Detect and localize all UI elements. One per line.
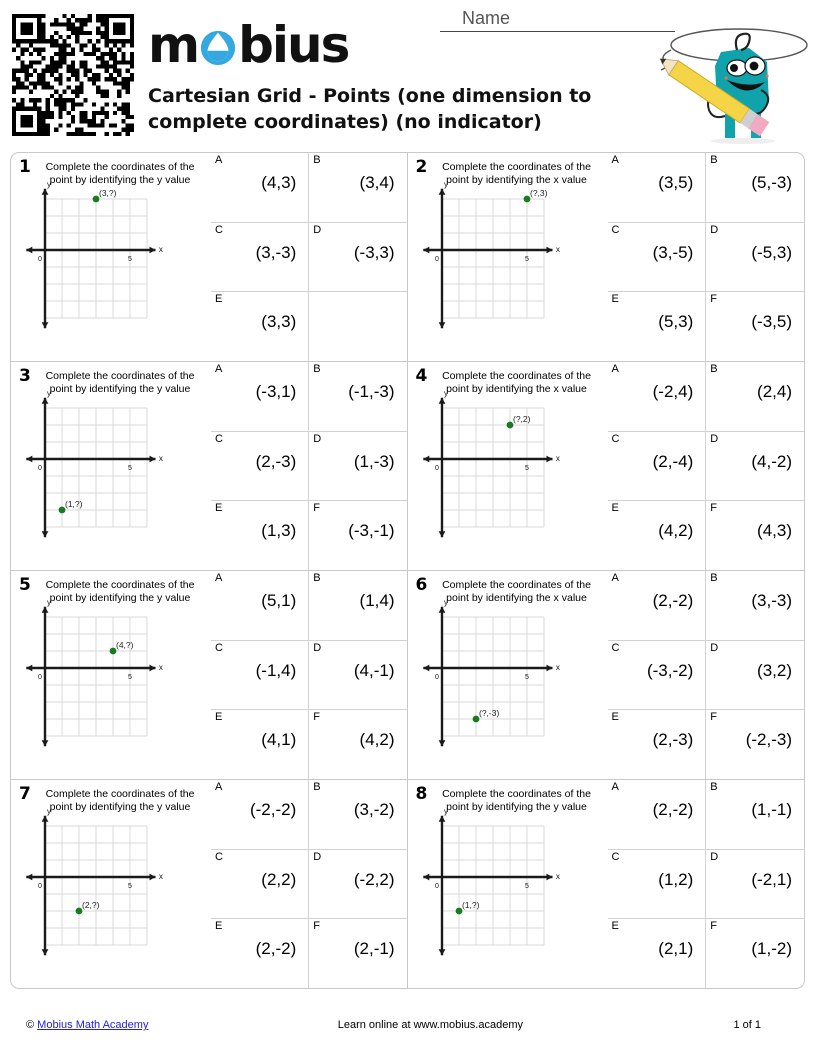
option-letter: B bbox=[710, 154, 718, 166]
svg-text:0: 0 bbox=[38, 464, 42, 472]
option-letter: A bbox=[215, 781, 223, 793]
qr-code-icon bbox=[12, 14, 134, 136]
logo-text-part1: m bbox=[148, 16, 199, 74]
option-letter: B bbox=[313, 154, 321, 166]
question-number: 6 bbox=[415, 575, 428, 595]
option-cell[interactable] bbox=[608, 571, 707, 640]
option-cell[interactable] bbox=[608, 292, 707, 361]
question-row bbox=[11, 571, 804, 780]
option-cell[interactable] bbox=[309, 362, 406, 431]
option-letter: F bbox=[313, 920, 320, 933]
option-letter: F bbox=[710, 502, 717, 515]
option-cell[interactable] bbox=[608, 641, 707, 710]
footer-copyright bbox=[26, 1019, 278, 1031]
option-letter: C bbox=[611, 432, 620, 445]
option-row bbox=[608, 850, 805, 920]
question-instruction: Complete the coordinates of the point by identifying the y value bbox=[45, 370, 195, 396]
option-letter: F bbox=[313, 711, 320, 724]
plot-holder bbox=[412, 806, 604, 951]
option-row bbox=[608, 501, 805, 570]
option-value: (3,-3) bbox=[255, 242, 297, 262]
plot-holder bbox=[15, 806, 207, 951]
option-letter: D bbox=[710, 223, 719, 236]
plot-holder bbox=[412, 388, 604, 533]
option-row bbox=[211, 919, 407, 988]
question-instruction: Complete the coordinates of the point by identifying the y value bbox=[442, 788, 591, 814]
plot-holder bbox=[15, 388, 207, 533]
question-instruction: Complete the coordinates of the point by identifying the x value bbox=[442, 161, 591, 187]
option-letter: D bbox=[710, 850, 719, 863]
option-letter: E bbox=[215, 711, 223, 724]
name-label: Name bbox=[462, 8, 511, 28]
answer-options bbox=[608, 153, 805, 361]
question-prompt-area bbox=[11, 571, 211, 779]
cartesian-plot bbox=[412, 806, 562, 947]
option-value: (-1,4) bbox=[255, 660, 297, 680]
option-value: (-3,5) bbox=[751, 312, 792, 332]
option-letter: C bbox=[611, 850, 620, 863]
option-value: (1,4) bbox=[359, 591, 395, 610]
page-header bbox=[0, 0, 815, 150]
svg-text:x: x bbox=[158, 453, 163, 463]
option-row bbox=[211, 432, 407, 502]
svg-text:0: 0 bbox=[434, 673, 439, 681]
option-value: (3,-2) bbox=[353, 800, 395, 819]
option-row bbox=[608, 362, 805, 432]
option-value: (2,-2) bbox=[652, 591, 694, 610]
option-cell[interactable] bbox=[211, 362, 309, 431]
option-cell[interactable] bbox=[608, 432, 707, 501]
svg-text:x: x bbox=[158, 871, 163, 881]
svg-text:(1,?): (1,?) bbox=[65, 498, 83, 509]
svg-text:y: y bbox=[443, 179, 448, 189]
option-cell[interactable] bbox=[211, 432, 309, 501]
option-cell bbox=[309, 292, 406, 361]
option-letter: B bbox=[313, 781, 321, 793]
brand-area bbox=[148, 16, 648, 135]
option-value: (2,-2) bbox=[255, 939, 297, 959]
svg-text:y: y bbox=[443, 597, 448, 607]
option-cell[interactable] bbox=[706, 501, 804, 570]
svg-text:x: x bbox=[555, 871, 560, 881]
svg-text:y: y bbox=[443, 806, 448, 816]
question-prompt-area bbox=[408, 153, 608, 361]
option-row bbox=[211, 850, 407, 920]
option-value: (1,-1) bbox=[751, 800, 792, 819]
option-row bbox=[608, 710, 805, 779]
option-value: (2,-2) bbox=[652, 800, 694, 819]
cartesian-plot bbox=[15, 597, 165, 738]
svg-text:5: 5 bbox=[524, 464, 529, 472]
footer-center-text: Learn online at www.mobius.academy bbox=[337, 1019, 523, 1031]
option-row bbox=[608, 292, 805, 361]
option-letter: F bbox=[710, 920, 717, 933]
option-letter: C bbox=[215, 641, 223, 654]
svg-text:y: y bbox=[47, 806, 51, 816]
question-2 bbox=[408, 153, 805, 361]
copyright-symbol: © bbox=[26, 1019, 35, 1031]
option-cell[interactable] bbox=[309, 153, 406, 222]
option-value: (1,3) bbox=[261, 521, 297, 541]
option-value: (-5,3) bbox=[751, 242, 792, 262]
svg-text:(?,-3): (?,-3) bbox=[478, 707, 499, 718]
option-letter: D bbox=[710, 432, 719, 445]
option-value: (-2,1) bbox=[751, 869, 792, 889]
option-letter: D bbox=[313, 223, 322, 236]
option-value: (4,3) bbox=[261, 173, 297, 192]
option-cell[interactable] bbox=[309, 850, 406, 919]
option-letter: C bbox=[215, 223, 223, 236]
svg-text:5: 5 bbox=[524, 882, 529, 890]
option-value: (-2,-3) bbox=[745, 730, 792, 750]
option-value: (3,-3) bbox=[751, 591, 792, 610]
svg-text:5: 5 bbox=[524, 255, 529, 263]
option-value: (2,4) bbox=[757, 382, 792, 401]
option-cell[interactable] bbox=[309, 223, 406, 292]
svg-text:(?,3): (?,3) bbox=[529, 187, 547, 198]
option-cell[interactable] bbox=[211, 292, 309, 361]
question-number: 3 bbox=[19, 366, 31, 386]
question-instruction: Complete the coordinates of the point by identifying the y value bbox=[45, 788, 195, 814]
option-row bbox=[211, 362, 407, 432]
option-row bbox=[608, 919, 805, 988]
option-cell[interactable] bbox=[211, 153, 309, 222]
option-value: (2,1) bbox=[658, 939, 694, 959]
svg-text:5: 5 bbox=[128, 882, 132, 890]
svg-text:(1,?): (1,?) bbox=[461, 899, 479, 910]
question-instruction: Complete the coordinates of the point by identifying the y value bbox=[45, 161, 195, 187]
cartesian-plot bbox=[15, 806, 165, 947]
svg-text:(?,2): (?,2) bbox=[512, 413, 530, 424]
option-cell[interactable] bbox=[211, 919, 309, 988]
question-row bbox=[11, 780, 804, 988]
option-letter: C bbox=[215, 432, 223, 445]
svg-text:(3,?): (3,?) bbox=[99, 187, 117, 198]
option-cell[interactable] bbox=[608, 501, 707, 570]
option-cell[interactable] bbox=[706, 710, 804, 779]
option-cell[interactable] bbox=[211, 780, 309, 849]
option-cell[interactable] bbox=[706, 850, 804, 919]
option-value: (2,-1) bbox=[353, 939, 395, 959]
answer-options bbox=[608, 362, 805, 570]
svg-text:(2,?): (2,?) bbox=[82, 899, 100, 910]
option-row bbox=[608, 780, 805, 850]
option-row bbox=[211, 710, 407, 779]
option-letter: A bbox=[611, 154, 619, 166]
option-letter: B bbox=[710, 572, 718, 584]
option-letter: A bbox=[215, 154, 223, 166]
cartesian-plot bbox=[412, 388, 562, 529]
question-number: 8 bbox=[415, 784, 428, 804]
question-prompt-area bbox=[11, 153, 211, 361]
option-value: (3,2) bbox=[757, 660, 792, 680]
svg-text:5: 5 bbox=[524, 673, 529, 681]
plot-holder bbox=[412, 179, 604, 324]
option-value: (1,-2) bbox=[751, 939, 792, 959]
question-6 bbox=[408, 571, 805, 779]
option-cell[interactable] bbox=[309, 780, 406, 849]
question-number: 4 bbox=[415, 366, 428, 386]
option-row bbox=[211, 292, 407, 361]
option-value: (3,4) bbox=[359, 173, 395, 192]
option-letter: F bbox=[710, 293, 717, 306]
option-value: (-3,1) bbox=[255, 382, 297, 401]
option-letter: C bbox=[611, 641, 620, 654]
option-value: (-1,-3) bbox=[348, 382, 395, 401]
option-cell[interactable] bbox=[211, 223, 309, 292]
svg-text:0: 0 bbox=[434, 882, 439, 890]
svg-text:x: x bbox=[555, 662, 560, 672]
svg-text:y: y bbox=[443, 388, 448, 398]
option-value: (-3,-2) bbox=[646, 660, 694, 680]
option-letter: E bbox=[611, 502, 619, 515]
question-prompt-area bbox=[11, 362, 211, 570]
option-row bbox=[608, 571, 805, 641]
option-cell[interactable] bbox=[706, 919, 804, 988]
question-row bbox=[11, 362, 804, 571]
plot-holder bbox=[15, 597, 207, 742]
svg-text:(4,?): (4,?) bbox=[116, 639, 134, 650]
svg-text:x: x bbox=[555, 453, 560, 463]
option-row bbox=[608, 223, 805, 293]
footer-page-number: 1 of 1 bbox=[733, 1019, 761, 1031]
option-row bbox=[211, 571, 407, 641]
option-row bbox=[211, 501, 407, 570]
question-8 bbox=[408, 780, 805, 988]
option-letter: B bbox=[710, 363, 718, 375]
question-instruction: Complete the coordinates of the point by identifying the x value bbox=[442, 370, 591, 396]
option-letter: E bbox=[611, 293, 619, 306]
question-instruction: Complete the coordinates of the point by identifying the y value bbox=[45, 579, 195, 605]
option-cell[interactable] bbox=[706, 432, 804, 501]
option-cell[interactable] bbox=[309, 432, 406, 501]
option-letter: A bbox=[611, 363, 619, 375]
option-cell[interactable] bbox=[706, 641, 804, 710]
question-3 bbox=[11, 362, 408, 570]
question-5 bbox=[11, 571, 408, 779]
option-letter: F bbox=[313, 502, 320, 515]
option-letter: E bbox=[611, 711, 619, 724]
svg-text:0: 0 bbox=[38, 882, 42, 890]
option-cell[interactable] bbox=[706, 153, 804, 222]
option-value: (3,3) bbox=[261, 312, 297, 332]
option-value: (-2,2) bbox=[353, 869, 395, 889]
option-value: (-3,3) bbox=[353, 242, 395, 262]
option-letter: B bbox=[710, 781, 718, 793]
option-cell[interactable] bbox=[706, 292, 804, 361]
option-letter: E bbox=[611, 920, 619, 933]
option-value: (2,-3) bbox=[652, 730, 694, 750]
svg-text:0: 0 bbox=[434, 464, 439, 472]
question-prompt-area bbox=[408, 780, 608, 988]
svg-text:0: 0 bbox=[38, 255, 42, 263]
option-letter: A bbox=[215, 572, 223, 584]
option-value: (5,3) bbox=[658, 312, 694, 332]
logo-text-part2: bius bbox=[238, 16, 349, 74]
option-cell[interactable] bbox=[608, 153, 707, 222]
page-footer bbox=[0, 1010, 815, 1040]
option-cell[interactable] bbox=[608, 362, 707, 431]
worksheet-title: Cartesian Grid - Points (one dimension to complete coordinates) (no indicator) bbox=[148, 85, 592, 133]
option-letter: E bbox=[215, 293, 223, 306]
answer-options bbox=[608, 780, 805, 988]
svg-text:5: 5 bbox=[128, 673, 132, 681]
svg-text:y: y bbox=[47, 388, 51, 398]
option-row bbox=[211, 780, 407, 850]
option-letter: A bbox=[215, 363, 223, 375]
question-prompt-area bbox=[408, 362, 608, 570]
option-value: (1,2) bbox=[658, 869, 694, 889]
option-letter: C bbox=[215, 850, 223, 863]
option-letter: B bbox=[313, 363, 321, 375]
question-number: 2 bbox=[415, 157, 428, 177]
cartesian-plot bbox=[412, 597, 562, 738]
option-cell[interactable] bbox=[309, 919, 406, 988]
option-row bbox=[608, 432, 805, 502]
option-value: (-2,4) bbox=[652, 382, 694, 401]
option-cell[interactable] bbox=[211, 501, 309, 570]
option-value: (3,-5) bbox=[652, 242, 694, 262]
option-row bbox=[211, 153, 407, 223]
question-prompt-area bbox=[11, 780, 211, 988]
answer-options bbox=[608, 571, 805, 779]
svg-text:x: x bbox=[158, 662, 163, 672]
option-value: (4,2) bbox=[359, 730, 395, 750]
option-letter: A bbox=[611, 781, 619, 793]
svg-text:0: 0 bbox=[434, 255, 439, 263]
footer-copyright-link[interactable]: Mobius Math Academy bbox=[37, 1019, 149, 1031]
question-instruction: Complete the coordinates of the point by identifying the x value bbox=[442, 579, 591, 605]
cartesian-plot bbox=[15, 179, 165, 320]
question-7 bbox=[11, 780, 408, 988]
option-value: (1,-3) bbox=[353, 451, 395, 471]
question-number: 1 bbox=[19, 157, 31, 177]
svg-text:5: 5 bbox=[128, 464, 132, 472]
option-value: (-2,-2) bbox=[249, 800, 297, 819]
option-row bbox=[211, 641, 407, 711]
option-cell[interactable] bbox=[706, 571, 804, 640]
option-cell[interactable] bbox=[706, 362, 804, 431]
option-cell[interactable] bbox=[608, 710, 707, 779]
worksheet-questions bbox=[10, 152, 805, 989]
option-letter: D bbox=[313, 850, 322, 863]
option-letter: D bbox=[313, 432, 322, 445]
svg-text:5: 5 bbox=[128, 255, 132, 263]
option-value: (5,1) bbox=[261, 591, 297, 610]
svg-text:y: y bbox=[47, 597, 51, 607]
option-row bbox=[608, 153, 805, 223]
cartesian-plot bbox=[15, 388, 165, 529]
option-cell[interactable] bbox=[608, 223, 707, 292]
option-cell[interactable] bbox=[608, 780, 707, 849]
option-letter: F bbox=[710, 711, 717, 724]
option-letter: C bbox=[611, 223, 620, 236]
option-value: (2,-3) bbox=[255, 451, 297, 471]
question-1 bbox=[11, 153, 408, 361]
option-letter: D bbox=[313, 641, 322, 654]
svg-text:0: 0 bbox=[38, 673, 42, 681]
option-cell[interactable] bbox=[211, 710, 309, 779]
option-cell[interactable] bbox=[309, 710, 406, 779]
option-cell[interactable] bbox=[211, 641, 309, 710]
option-value: (4,-2) bbox=[751, 451, 792, 471]
question-number: 5 bbox=[19, 575, 31, 595]
option-value: (2,2) bbox=[261, 869, 297, 889]
option-value: (5,-3) bbox=[751, 173, 792, 192]
svg-text:y: y bbox=[47, 179, 51, 189]
option-letter: D bbox=[710, 641, 719, 654]
svg-text:x: x bbox=[555, 244, 560, 254]
question-4 bbox=[408, 362, 805, 570]
answer-options bbox=[211, 780, 407, 988]
option-value: (2,-4) bbox=[652, 451, 694, 471]
cartesian-plot bbox=[412, 179, 562, 320]
option-cell[interactable] bbox=[309, 501, 406, 570]
option-value: (3,5) bbox=[658, 173, 694, 192]
question-number: 7 bbox=[19, 784, 31, 804]
option-value: (-3,-1) bbox=[348, 521, 395, 541]
plot-holder bbox=[15, 179, 207, 324]
option-letter: A bbox=[611, 572, 619, 584]
option-cell[interactable] bbox=[608, 850, 707, 919]
option-value: (4,2) bbox=[658, 521, 694, 541]
mascot-illustration bbox=[621, 10, 811, 150]
option-cell[interactable] bbox=[309, 641, 406, 710]
option-value: (4,3) bbox=[757, 521, 792, 541]
option-cell[interactable] bbox=[211, 850, 309, 919]
option-letter: B bbox=[313, 572, 321, 584]
logo-droplet-icon bbox=[199, 24, 237, 62]
answer-options bbox=[211, 571, 407, 779]
option-cell[interactable] bbox=[309, 571, 406, 640]
option-cell[interactable] bbox=[706, 223, 804, 292]
option-letter: E bbox=[215, 502, 223, 515]
option-row bbox=[211, 223, 407, 293]
option-value: (4,1) bbox=[261, 730, 297, 750]
option-cell[interactable] bbox=[608, 919, 707, 988]
answer-options bbox=[211, 362, 407, 570]
option-letter: E bbox=[215, 920, 223, 933]
question-prompt-area bbox=[408, 571, 608, 779]
plot-holder bbox=[412, 597, 604, 742]
option-value: (4,-1) bbox=[353, 660, 395, 680]
option-cell[interactable] bbox=[211, 571, 309, 640]
svg-text:x: x bbox=[158, 244, 163, 254]
option-row bbox=[608, 641, 805, 711]
option-cell[interactable] bbox=[706, 780, 804, 849]
answer-options bbox=[211, 153, 407, 361]
question-row bbox=[11, 153, 804, 362]
